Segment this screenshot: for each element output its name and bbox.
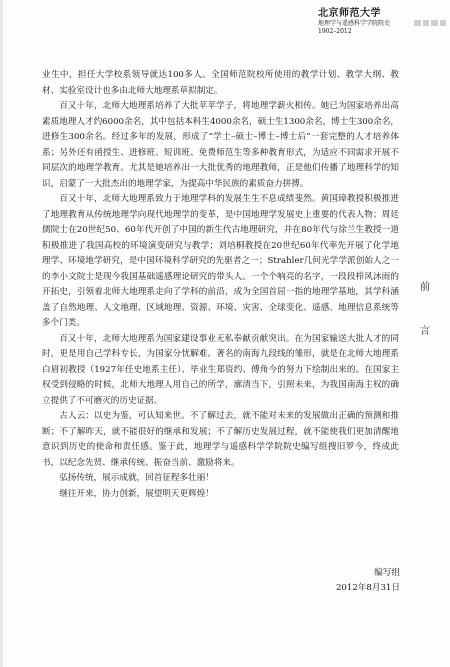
header-title: 北京师范大学 bbox=[318, 8, 381, 19]
header-subtitle: 地理学与遥感科学学院院史 bbox=[318, 20, 391, 27]
slogan-line: 继往开来，协力创新，展望明天更辉煌！ bbox=[59, 488, 214, 499]
paragraph: 百又十年，北师大地理系致力于地理学科的发展生生不息成绩斐然。黄国璋教授积极推进了地理教育从传统地理学向现代地理学的变革，是中国地理学发展史上重要的代表人物；周廷儒院士在20世纪50、60年代开创了中国的新生代古地理研究，并在80年代与徐兰生教授一道积极推进了我国高校的环境演变研究与教学；刘培桐教授在20世纪60年代率先开展了化学地理学、环境地学研究，是中国环境科学研究的先驱者之一；Strahler几何光学学派创始人之一的李小文院士是现今我国基础遥感理论研究的带头人。一个个响亮的名字，一段段栉风沐雨的开拓史，引领着北师大地理系走向了学科的前沿，成为全国首屈一指的地理学基地，其学科涵盖了自然地理、人文地理、区域地理、资源、环境、灾害、全球变化、遥感、地理信息系统等多个门类。 bbox=[42, 194, 399, 328]
header-decoration bbox=[414, 20, 446, 26]
paragraph: 百又十年，北师大地理系为国家建设事业无私奉献贡献突出。在为国家输送大批人才的同时，更是用自己学科专长，为国家分忧解难。著名的南海九段线的雏形，就是在北师大地理系白眉初教授（1927年任史地系主任）、毕业生郑资约、傅角今的努力下绘制出来的。在国家主权受到侵略的时候，北师大地理人用自己的所学，廓清当下，引照未来，为我国南海主权的确立提供了不可磨灭的历史证据。 bbox=[42, 333, 399, 406]
section-label-preface bbox=[418, 277, 432, 343]
header-years: 1902–2012 bbox=[318, 28, 352, 35]
signature-block bbox=[260, 566, 400, 596]
paragraph: 古人云：以史为鉴，可认知来世。不了解过去，就不能对未来的发展做出正确的预测和推断；不了解昨天，就不能很好的继承和发展；不了解历史发展过程，就不能使我们更加清醒地意识到历史的使命和责任感。鉴于此，地理学与遥感科学学院院史编写组搜旧罗今，终成此书，以纪念先贤、继承传统、振奋当前、激励将来。 bbox=[42, 411, 399, 468]
scan-edge bbox=[0, 0, 3, 667]
signature-date: 2012年8月31日 bbox=[335, 583, 400, 593]
paragraph: 百又十年，北师大地理系培养了大批苹苹学子，将地理学薪火相传。她已为国家培养出高素质地理人才约6000余名，其中包括本科生4000余名，硕士生1300余名，博士生300余名，进修生300余名。经过多年的发展，形成了“学士–硕士–博士–博士后”一套完整的人才培养体系；另外还有函授生、进修班、短训班、免费师范生等多种教育形式，为适应不同需求开展不同层次的地理学教育。尤其是她培养出一大批优秀的地理教师，正是他们传播了地理科学的知识，启蒙了一大批杰出的地理学家，为提高中华民族的素质奋力拼搏。 bbox=[42, 101, 400, 189]
preface-body bbox=[42, 68, 399, 502]
signature-org: 编写组 bbox=[374, 568, 400, 578]
paragraph: 业生中，担任大学校系领导就达100多人。全国师范院校所使用的教学计划、教学大纲、教材、实验室设计也多由北师大地理系草拟制定。 bbox=[42, 70, 399, 96]
section-label-text: 前 言 bbox=[420, 282, 430, 337]
slogan-line: 弘扬传统，展示成就，回首征程多壮丽！ bbox=[59, 473, 214, 483]
page-header bbox=[318, 8, 428, 36]
